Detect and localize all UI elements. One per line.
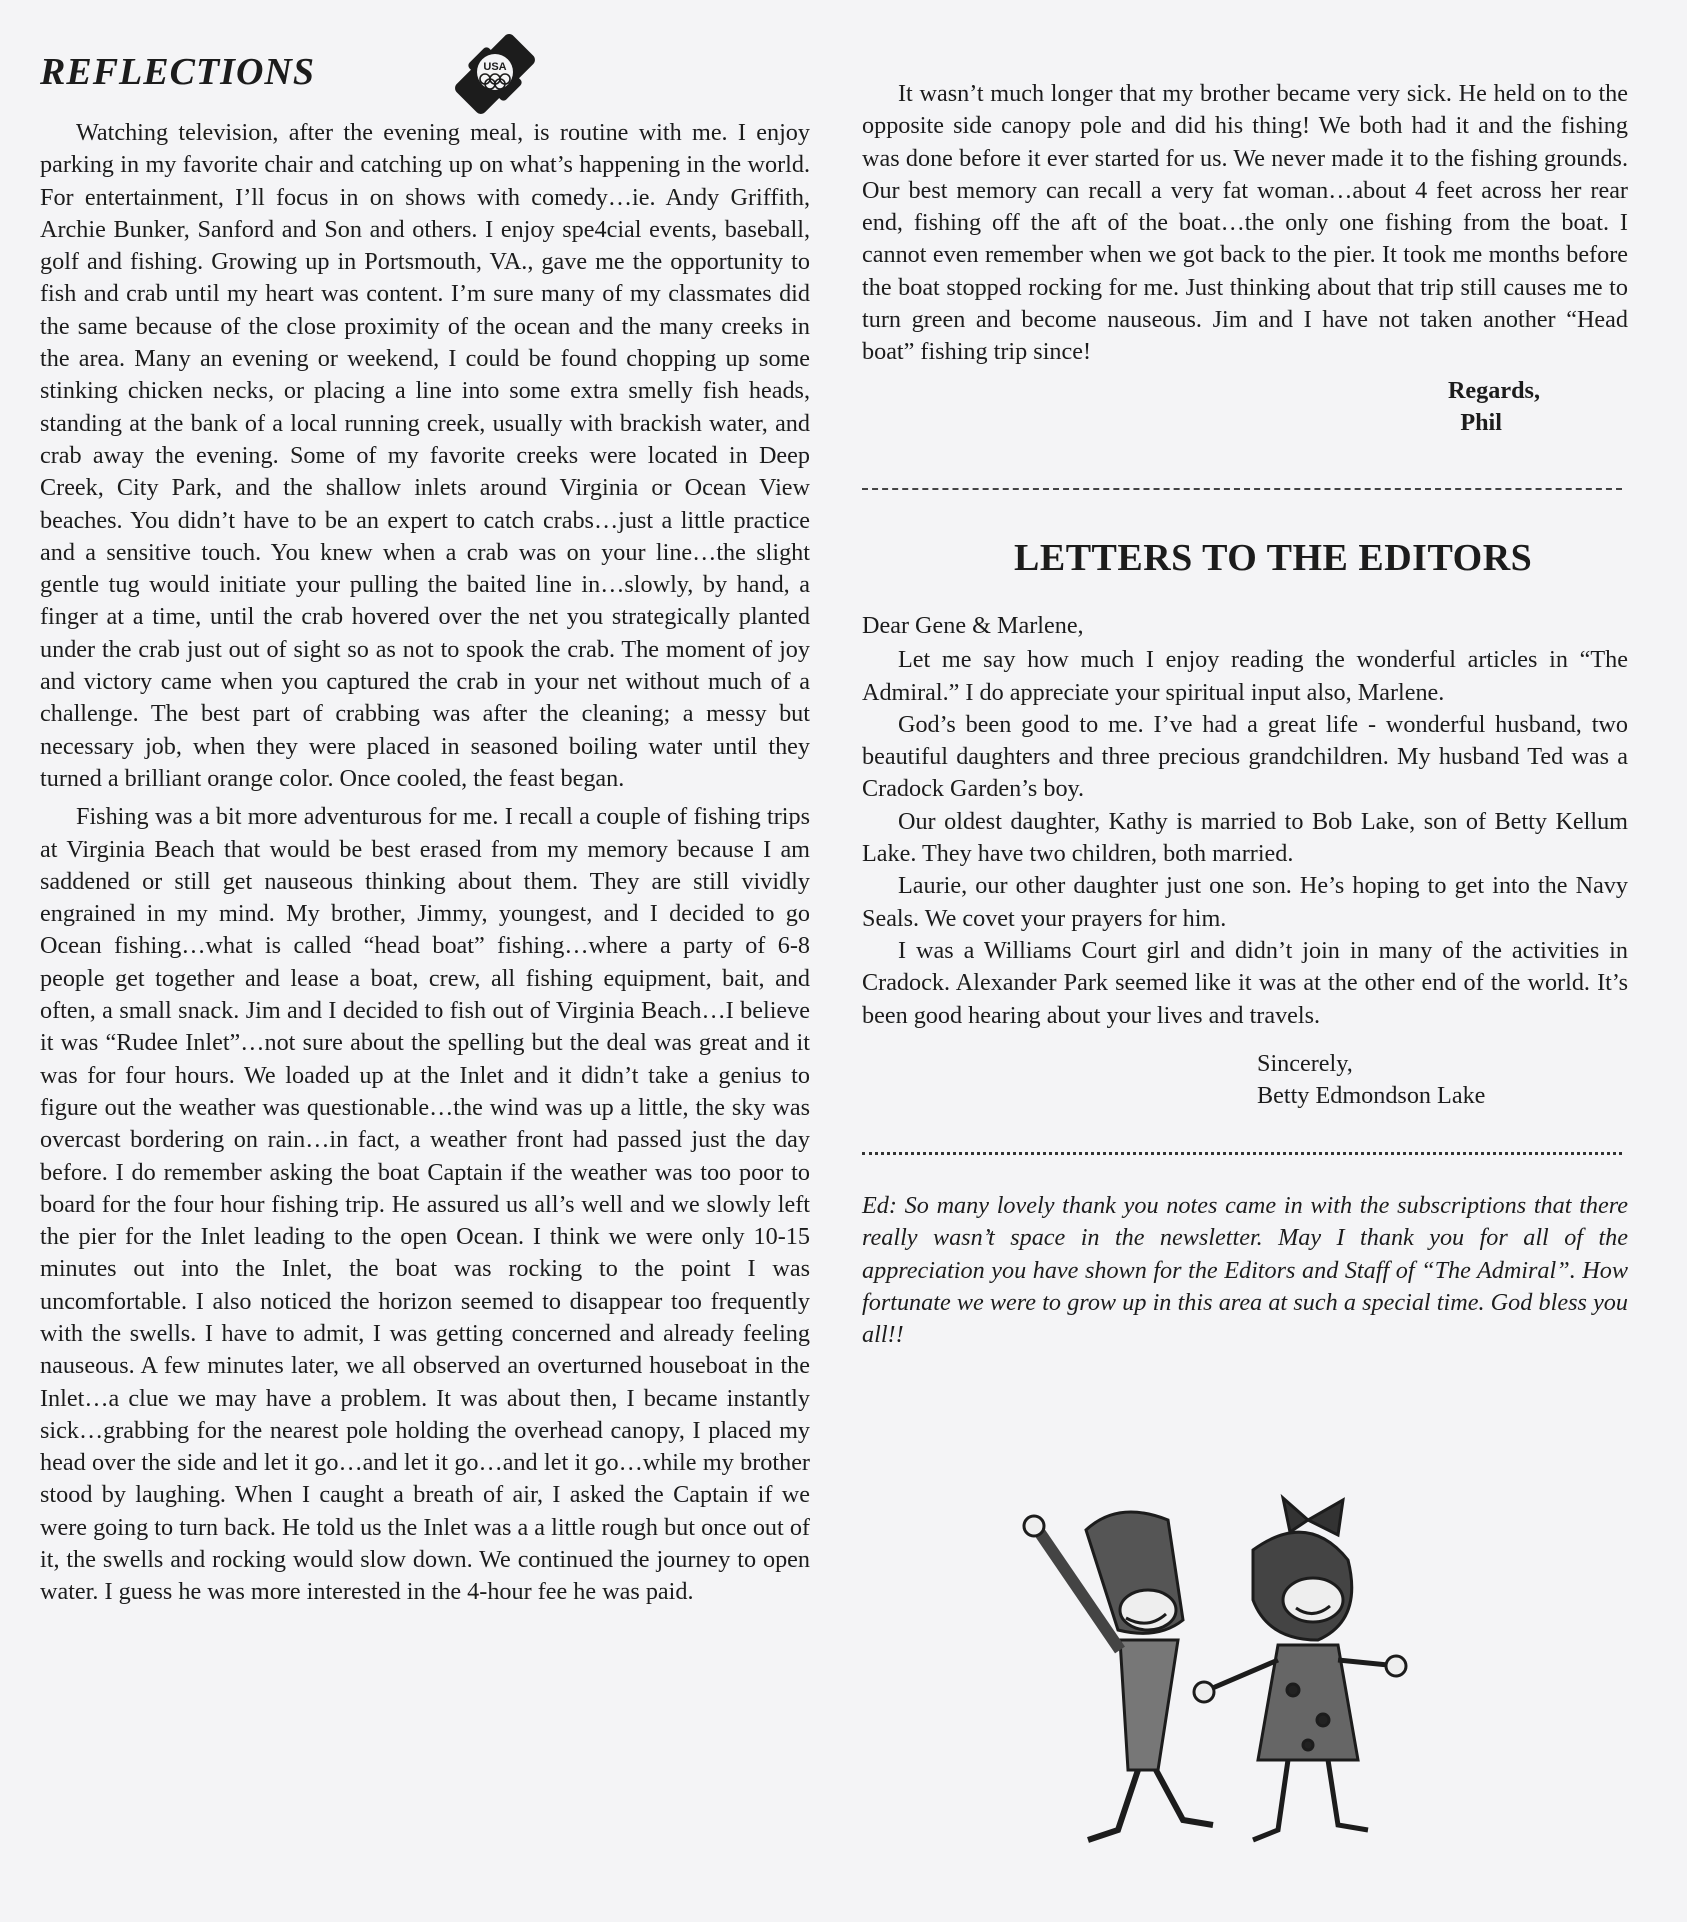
reflections-paragraph-3: It wasn’t much longer that my brother became very sick. He held on to the opposite side canopy pole and did his thing! We both had it and the fishing was done before it ever started for us. We never made it to the fishing grounds. Our best memory can recall a very fat woman…about 4 feet across her rear end, fishing off the aft of the boat…the only one fishing from the boat. I cannot even remember when we got back to the pier. It took me months before the boat stopped rocking for me. Just thinking about that trip still causes me to turn green and become nauseous. Jim and I have not taken another “Head boat” fishing trip since! [862,80,1628,366]
letter-paragraph-2: God’s been good to me. I’ve had a great life - wonderful husband, two beautiful daughters and three precious grandchildren. My husband Ted was a Cradock Garden’s boy. [862,710,1628,803]
usa-olympic-logo-icon [445,24,545,124]
reflections-header [40,24,540,114]
letter-paragraph-4: Laurie, our other daughter just one son. He’s hoping to get into the Navy Seals. We covet your prayers for him. [862,872,1628,932]
letter-paragraph-5: I was a Williams Court girl and didn’t join in many of the activities in Cradock. Alexander Park seemed like it was at the other end of the world. It’s been good hearing about your lives and travels. [862,936,1628,1029]
letters-title: LETTERS TO THE EDITORS [1014,537,1533,579]
letter-salutation: Dear Gene & Marlene, [862,612,1084,639]
letter-closing: Sincerely, [1257,1049,1353,1077]
reflections-paragraph-1: Watching television, after the evening meal, is routine with me. I enjoy parking in my favorite chair and catching up on what’s happening in the world. For entertainment, I’ll focus in on shows with comedy…ie. Andy Griffith, Archie Bunker, Sanford and Son and others. I enjoy spe4cial events, baseball, golf and fishing. Growing up in Portsmouth, VA., gave me the opportunity to fish and crab until my heart was content. I’m sure many of my classmates did the same because of the close proximity of the ocean and the many creeks in the area. Many an evening or weekend, I could be found chopping up some stinking chicken necks, or placing a line into some extra smelly fish heads, standing at the bank of a local running creek, usually with brackish water, and crab away the evening. Some of my favorite creeks were located in Deep Creek, City Park, and the shallow inlets around Virginia or Ocean View beaches. You didn’t have to be an expert to catch crabs…just a little practice and a sensitive touch. You knew when a crab was on your line…the slight gentle tug would initiate your pulling the baited line in…slowly, by hand, a finger at a time, until the crab hovered over the net you strategically planted under the crab just out of sight so as not to spook the crab. The moment of joy and victory came when you captured the crab in your net without much of a challenge. The best part of crabbing was after the cleaning; a messy but necessary job, when they were placed in seasoned boiling water until they turned a brilliant orange color. Once cooled, the feast began. [40,119,810,792]
letter-paragraph-1: Let me say how much I enjoy reading the wonderful articles in “The Admiral.” I do appreciate your spiritual input also, Marlene. [862,646,1628,706]
reflections-body-right [862,78,1628,439]
reflections-body-left [40,117,810,1609]
reflections-closing: Regards, [1447,376,1540,404]
letters-body [862,610,1628,1112]
logo-text: USA [483,61,507,73]
letter-paragraph-3: Our oldest daughter, Kathy is married to Bob Lake, son of Betty Kellum Lake. They have two children, both married. [862,807,1628,868]
reflections-title: REFLECTIONS [40,51,315,93]
editor-note: Ed: So many lovely thank you notes came in with the subscriptions that there really wasn’t space in the newsletter. May I thank you for all of the appreciation you have shown for the Editors and Staff of “The Admiral”. How fortunate we were to grow up in this area at such a special time. God bless you all!! [862,1192,1628,1349]
section-divider-dashed [862,488,1622,490]
reflections-paragraph-2: Fishing was a bit more adventurous for me. I recall a couple of fishing trips at Virginia Beach that would be best erased from my memory because I am saddened or still get nauseous thinking about them. They are still vividly engrained in my mind. My brother, Jimmy, youngest, and I decided to go Ocean fishing…what is called “head boat” fishing…where a party of 6-8 people get together and lease a boat, crew, all fishing equipment, bait, and often, a small snack. Jim and I decided to fish out of Virginia Beach…I believe it was “Rudee Inlet”…not sure about the spelling but the deal was great and it was for four hours. We loaded up at the Inlet and it didn’t take a genius to figure out the weather was questionable…the wind was up a little, the sky was overcast bordering on rain…in fact, a weather front had passed just the day before. I do remember asking the boat Captain if the weather was too poor to board for the four hour fishing trip. He assured us all’s well and we slowly left the pier for the Inlet leading to the open Ocean. I think we were only 10-15 minutes out into the Inlet, the boat was rocking to the point I was uncomfortable. I also noticed the horizon seemed to disappear too frequently with the swells. I have to admit, I was getting concerned and already feeling nauseous. A few minutes later, we all observed an overturned houseboat in the Inlet…a clue we may have a problem. It was about then, I became instantly sick…grabbing for the nearest pole holding the overhead canopy, I placed my head over the side and let it go…and let it go…and let it go…while my brother stood by laughing. When I caught a breath of air, I asked the Captain if we were going to turn back. He told us the Inlet was a a little rough but once out of it, the swells and rocking would slow down. We continued the journey to open water. I guess he was more interested in the 4-hour fee he was paid. [40,803,810,1606]
reflections-signature: Phil [1460,408,1502,436]
dancing-couple-cartoon-icon [1008,1490,1448,1880]
section-divider-dotted [862,1152,1622,1155]
letter-signature: Betty Edmondson Lake [1257,1082,1486,1110]
